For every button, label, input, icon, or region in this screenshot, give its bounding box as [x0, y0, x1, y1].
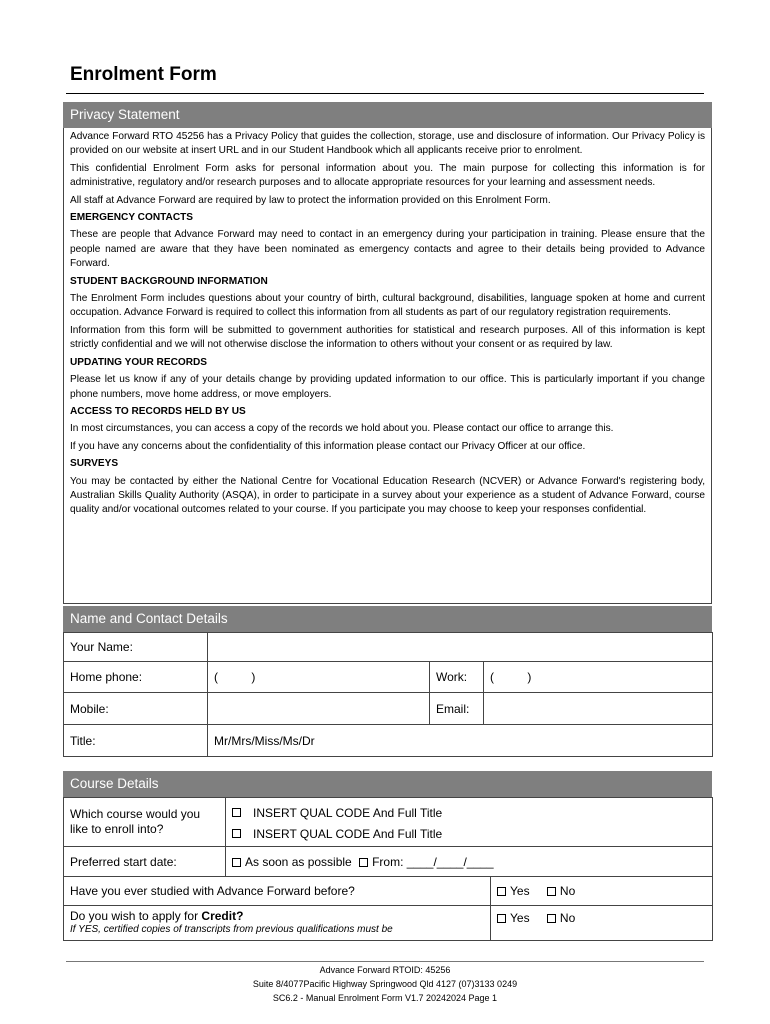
checkbox-icon[interactable]: [497, 887, 506, 896]
course-option-label: INSERT QUAL CODE And Full Title: [253, 826, 443, 841]
privacy-paragraph: Advance Forward RTO 45256 has a Privacy Policy that guides the collection, storage, use and disclosure of information. Our Privacy Policy is provided on our website at insert URL and in our Student Handbook which all applicants receive prior to enrolment.: [70, 131, 705, 157]
surveys-heading: SURVEYS: [70, 458, 119, 470]
privacy-paragraph: The Enrolment Form includes questions about your country of birth, cultural background, disabilities, language spoken at home and current occupation. Advance Forward is required to collect this information from all students as part of our regulatory registration requirements.: [70, 293, 705, 319]
your-name-label: Your Name:: [64, 633, 208, 662]
credit-note: If YES, certified copies of transcripts from previous qualifications must be: [70, 924, 393, 935]
privacy-paragraph: If you have any concerns about the confidentiality of this information please contact our Privacy Officer at our office.: [70, 440, 586, 452]
your-name-field[interactable]: [208, 633, 713, 662]
privacy-paragraph: In most circumstances, you can access a copy of the records we hold about you. Please contact our office to arrange this.: [70, 423, 614, 435]
privacy-paragraph: You may be contacted by either the National Centre for Vocational Education Research (NCVER) or Advance Forward's registering body, Australian Skills Quality Authority (ASQA), in order to participate in a survey about your experience as a student of Advance Forward, course quality and/or vocational outcomes related to your course. If you participate you may choose to keep your responses confidential.: [70, 475, 705, 516]
student-background-heading: STUDENT BACKGROUND INFORMATION: [70, 275, 268, 287]
credit-options: [491, 906, 713, 941]
mobile-field[interactable]: [208, 693, 430, 725]
footer-line-rto: Advance Forward RTOID: 45256: [319, 965, 451, 975]
work-phone-label: Work:: [430, 662, 484, 693]
checkbox-icon[interactable]: [359, 858, 368, 867]
checkbox-icon[interactable]: [232, 829, 241, 838]
start-date-options: [226, 847, 713, 877]
privacy-paragraph: Please let us know if any of your details change by providing updated information to our office. This is particularly important if you change phone numbers, move home address, or move employers.: [70, 374, 705, 400]
footer-line-address: Suite 8/4077Pacific Highway Springwood Qld 4127 (07)3133 0249: [252, 979, 518, 989]
course-details-table: [63, 797, 713, 941]
studied-before-options: [491, 877, 713, 906]
mobile-label: Mobile:: [64, 693, 208, 725]
checkbox-icon[interactable]: [232, 858, 241, 867]
studied-before-question: Have you ever studied with Advance Forward before?: [64, 877, 491, 906]
checkbox-icon[interactable]: [497, 914, 506, 923]
checkbox-icon[interactable]: [547, 887, 556, 896]
access-records-heading: ACCESS TO RECORDS HELD BY US: [70, 405, 246, 417]
start-asap-label: As soon as possible: [245, 854, 352, 869]
footer-divider: [66, 961, 704, 962]
course-details-header: Course Details: [63, 771, 712, 797]
credit-question-text: Do you wish to apply for: [70, 909, 202, 923]
start-from-field[interactable]: From: ____/____/____: [372, 854, 494, 869]
privacy-statement-body: [63, 128, 712, 604]
work-phone-field[interactable]: ( ): [484, 662, 713, 693]
contact-details-table: [63, 632, 713, 757]
privacy-paragraph: Information from this form will be submitted to government authorities for statistical and research purposes. All of this information is kept strictly confidential and we will not otherwise disclose the information to others without your consent or as required by law.: [70, 324, 705, 351]
course-option-1[interactable]: [232, 802, 706, 823]
contact-details-header: Name and Contact Details: [63, 606, 712, 632]
updating-records-heading: UPDATING YOUR RECORDS: [70, 356, 208, 368]
home-phone-label: Home phone:: [64, 662, 208, 693]
title-label: Title:: [64, 725, 208, 757]
footer-line-version: SC6.2 - Manual Enrolment Form V1.7 20242024 Page 1: [272, 993, 498, 1003]
course-options: [226, 798, 713, 847]
title-field[interactable]: Mr/Mrs/Miss/Ms/Dr: [208, 725, 713, 757]
yes-label: Yes: [510, 911, 530, 925]
checkbox-icon[interactable]: [547, 914, 556, 923]
privacy-paragraph: All staff at Advance Forward are required by law to protect the information provided on this Enrolment Form.: [70, 194, 551, 206]
checkbox-icon[interactable]: [232, 808, 241, 817]
privacy-paragraph: These are people that Advance Forward may need to contact in an emergency during your participation in training. Please ensure that the people named are aware that they have been nominated as emergency contacts and agree to their details being provided to Advance Forward.: [70, 229, 705, 270]
no-label: No: [559, 884, 576, 898]
start-date-label: Preferred start date:: [64, 847, 226, 877]
page-title: Enrolment Form: [70, 64, 217, 85]
no-label: No: [559, 911, 576, 925]
title-divider: [66, 93, 704, 94]
privacy-statement-header: Privacy Statement: [63, 102, 712, 128]
course-option-2[interactable]: [232, 823, 706, 844]
page-footer: [0, 963, 770, 1005]
home-phone-field[interactable]: ( ): [208, 662, 430, 693]
email-field[interactable]: [484, 693, 713, 725]
privacy-paragraph: This confidential Enrolment Form asks for personal information about you. The main purpose for collecting this information is for administrative, regulatory and/or research purposes and to allocate appropriate resources for your learning and assessment needs.: [70, 162, 705, 189]
course-question-label: Which course would you like to enroll into?: [64, 798, 226, 847]
credit-question: [64, 906, 491, 941]
email-label: Email:: [430, 693, 484, 725]
credit-question-bold: Credit?: [201, 909, 244, 923]
yes-label: Yes: [510, 884, 530, 898]
course-option-label: INSERT QUAL CODE And Full Title: [253, 805, 443, 820]
emergency-contacts-heading: EMERGENCY CONTACTS: [70, 212, 194, 224]
